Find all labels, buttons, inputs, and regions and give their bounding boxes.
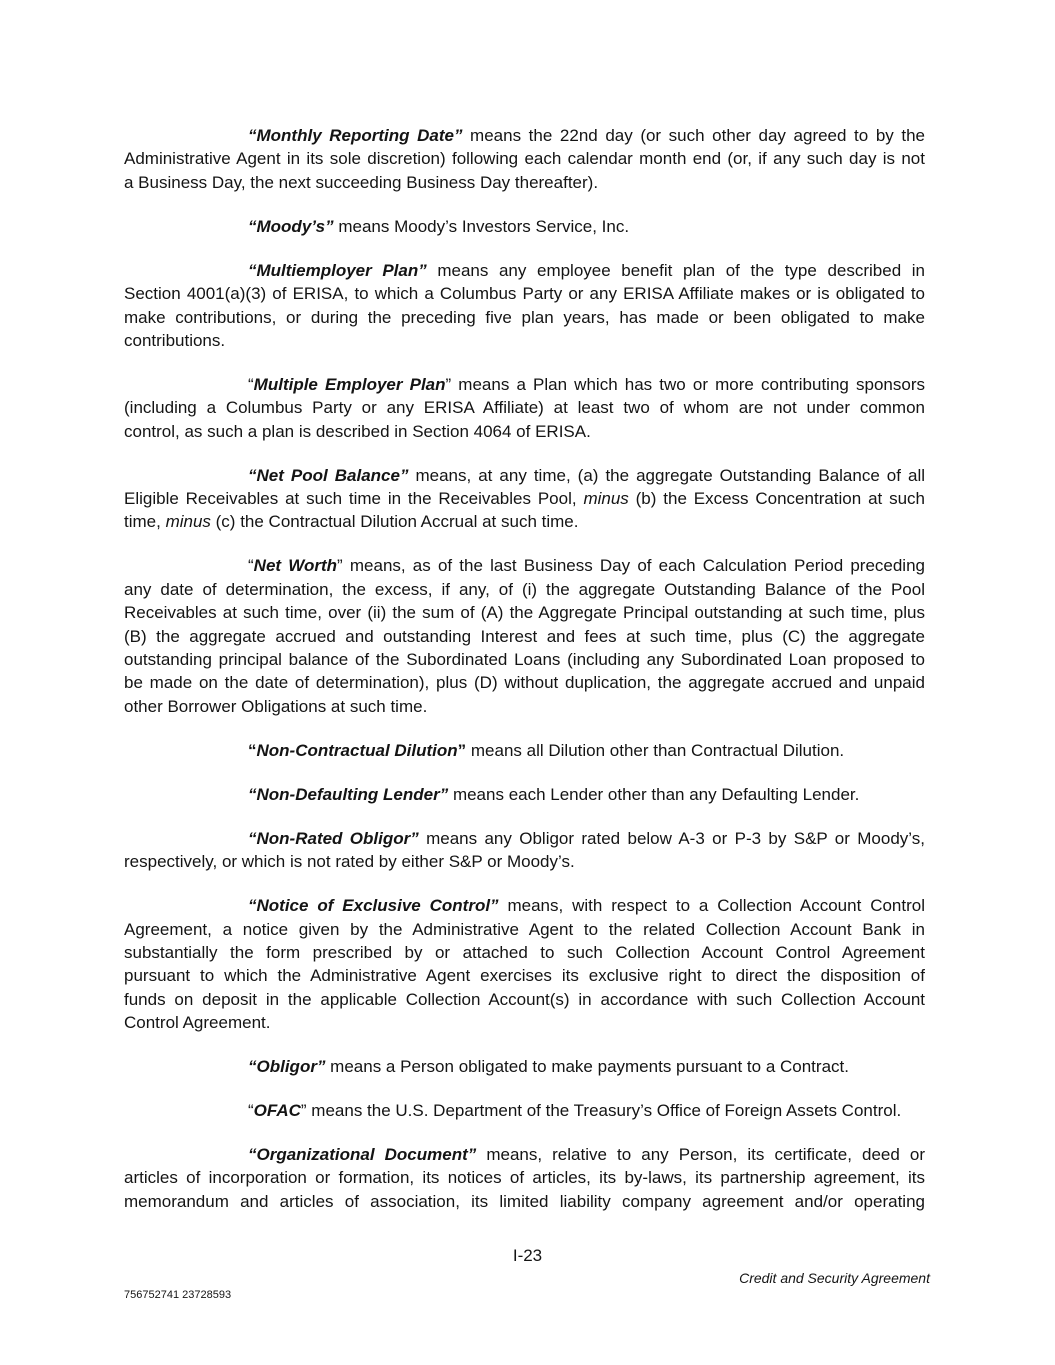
body-text: “ bbox=[248, 556, 254, 576]
definition-paragraph bbox=[124, 1099, 925, 1122]
text-line bbox=[124, 215, 925, 238]
text-line bbox=[124, 671, 925, 694]
body-text: ” means a Plan which has two or more contributing sponsors bbox=[445, 374, 925, 394]
body-text: (B) the aggregate accrued and outstanding Interest and fees at such time, plus (C) the aggregate bbox=[124, 626, 925, 646]
body-text: means each Lender other than any Defaulting Lender. bbox=[448, 784, 860, 804]
text-line bbox=[124, 306, 925, 329]
emphasis-text: minus bbox=[165, 512, 211, 532]
definition-paragraph bbox=[124, 827, 925, 874]
text-line bbox=[124, 1143, 925, 1166]
text-line bbox=[124, 894, 925, 917]
text-line bbox=[124, 601, 925, 624]
defined-term: “Non-Rated Obligor” bbox=[248, 828, 419, 848]
emphasis-text: minus bbox=[583, 489, 629, 509]
text-line bbox=[124, 1011, 925, 1034]
text-line bbox=[124, 648, 925, 671]
body-text: time, bbox=[124, 512, 166, 532]
body-text: means a Person obligated to make payments pursuant to a Contract. bbox=[325, 1057, 849, 1077]
text-line bbox=[124, 695, 925, 718]
body-text: means the 22nd day (or such other day agreed to by the bbox=[462, 126, 926, 145]
text-line bbox=[124, 1190, 925, 1213]
text-line bbox=[124, 147, 925, 170]
text-line bbox=[124, 1099, 925, 1122]
definition-paragraph bbox=[124, 464, 925, 534]
definition-paragraph bbox=[124, 783, 925, 806]
defined-term: Non-Contractual Dilution bbox=[256, 740, 458, 760]
body-text: means, relative to any Person, its certificate, deed or bbox=[476, 1145, 925, 1165]
definition-paragraph bbox=[124, 124, 925, 194]
text-line bbox=[124, 1166, 925, 1189]
body-text: outstanding principal balance of the Subordinated Loans (including any Subordinated Loan proposed to bbox=[124, 650, 925, 669]
text-line bbox=[124, 941, 925, 964]
body-text: Eligible Receivables at such time in the Receivables Pool, bbox=[124, 489, 584, 509]
body-text: means, at any time, (a) the aggregate Outstanding Balance of all bbox=[408, 465, 925, 485]
text-line bbox=[124, 373, 925, 396]
body-text: means any Obligor rated below A-3 or P-3 by S&P or Moody’s, bbox=[418, 828, 925, 848]
text-line bbox=[124, 329, 925, 352]
body-text: be made on the date of determination), plus (D) without duplication, the aggregate accrued and unpaid bbox=[124, 673, 925, 693]
body-text: means all Dilution other than Contractual Dilution. bbox=[466, 740, 845, 760]
body-text: “ bbox=[248, 1101, 254, 1121]
body-text: contributions. bbox=[124, 330, 226, 350]
definition-paragraph bbox=[124, 1055, 925, 1078]
definition-paragraph bbox=[124, 554, 925, 718]
body-text: other Borrower Obligations at such time. bbox=[124, 696, 428, 716]
body-text: make contributions, or during the preceding five plan years, has made or been obligated to make bbox=[124, 307, 925, 327]
term-quote: “ bbox=[248, 740, 257, 760]
body-text: funds on deposit in the applicable Collection Account(s) in accordance with such Collection Account bbox=[124, 989, 925, 1009]
body-text: (including a Columbus Party or any ERISA Affiliate) at least two of whom are not under common bbox=[124, 398, 925, 418]
definition-paragraph bbox=[124, 215, 925, 238]
text-line bbox=[124, 420, 925, 443]
text-line bbox=[124, 396, 925, 419]
body-text: articles of incorporation or formation, its notices of articles, its by-laws, its partnership agreement, its bbox=[124, 1168, 925, 1188]
body-text: pursuant to which the Administrative Agent exercises its exclusive right to direct the disposition of bbox=[124, 966, 925, 986]
text-line bbox=[124, 850, 925, 873]
definition-paragraph bbox=[124, 739, 925, 762]
text-line bbox=[124, 625, 925, 648]
page-number: I-23 bbox=[512, 1246, 543, 1265]
body-text: Administrative Agent in its sole discretion) following each calendar month end (or, if any such day is not bbox=[124, 149, 925, 169]
defined-term: “Non-Defaulting Lender” bbox=[248, 784, 449, 804]
defined-term: “Multiemployer Plan” bbox=[248, 260, 427, 280]
text-line bbox=[124, 259, 925, 282]
defined-term: “Organizational Document” bbox=[248, 1145, 477, 1165]
body-text: “ bbox=[248, 374, 254, 394]
text-line bbox=[124, 464, 925, 487]
body-text: control, as such a plan is described in Section 4064 of ERISA. bbox=[124, 421, 591, 441]
text-line bbox=[124, 739, 925, 762]
text-line bbox=[124, 510, 925, 533]
body-text: substantially the form prescribed by or attached to such Collection Account Control Agreement bbox=[124, 942, 925, 962]
body-text: Control Agreement. bbox=[124, 1013, 271, 1033]
body-text: (b) the Excess Concentration at such bbox=[628, 489, 925, 509]
body-text: means any employee benefit plan of the type described in bbox=[426, 260, 925, 280]
defined-term: “Net Pool Balance” bbox=[248, 465, 409, 485]
running-title: Credit and Security Agreement bbox=[739, 1270, 930, 1286]
text-line bbox=[124, 783, 925, 806]
document-id: 756752741 23728593 bbox=[124, 1289, 232, 1301]
term-quote: ” bbox=[457, 740, 467, 760]
text-line bbox=[124, 282, 925, 305]
body-text: Section 4001(a)(3) of ERISA, to which a Columbus Party or any ERISA Affiliate makes or is obligated to bbox=[124, 284, 925, 304]
definitions-body bbox=[124, 124, 925, 1234]
defined-term: Multiple Employer Plan bbox=[253, 374, 446, 394]
body-text: any date of determination, the excess, if any, of (i) the aggregate Outstanding Balance of the Pool bbox=[124, 579, 925, 599]
defined-term: “Moody’s” bbox=[248, 216, 334, 236]
definition-paragraph bbox=[124, 894, 925, 1034]
body-text: means Moody’s Investors Service, Inc. bbox=[333, 216, 630, 236]
defined-term: OFAC bbox=[253, 1101, 301, 1121]
text-line bbox=[124, 171, 925, 194]
text-line bbox=[124, 988, 925, 1011]
text-line bbox=[124, 918, 925, 941]
body-text: Receivables at such time, over (ii) the sum of (A) the Aggregate Principal outstanding at such time, plus bbox=[124, 603, 925, 623]
defined-term: “Obligor” bbox=[248, 1057, 326, 1077]
definition-paragraph bbox=[124, 373, 925, 443]
text-line bbox=[124, 487, 925, 510]
text-line bbox=[124, 827, 925, 850]
text-line bbox=[124, 578, 925, 601]
defined-term: “Monthly Reporting Date” bbox=[248, 126, 463, 145]
defined-term: “Notice of Exclusive Control” bbox=[248, 896, 499, 916]
definition-paragraph bbox=[124, 259, 925, 353]
body-text: memorandum and articles of association, its limited liability company agreement and/or operating bbox=[124, 1191, 925, 1211]
text-line bbox=[124, 124, 925, 147]
defined-term: Net Worth bbox=[253, 556, 338, 576]
definition-paragraph bbox=[124, 1143, 925, 1213]
text-line bbox=[124, 1055, 925, 1078]
text-line bbox=[124, 964, 925, 987]
body-text: means, with respect to a Collection Account Control bbox=[498, 896, 925, 916]
body-text: (c) the Contractual Dilution Accrual at such time. bbox=[210, 512, 579, 532]
body-text: respectively, or which is not rated by either S&P or Moody’s. bbox=[124, 852, 575, 872]
text-line bbox=[124, 554, 925, 577]
body-text: ” means, as of the last Business Day of each Calculation Period preceding bbox=[337, 556, 925, 576]
body-text: Agreement, a notice given by the Administrative Agent to the related Collection Account Bank in bbox=[124, 919, 925, 939]
body-text: a Business Day, the next succeeding Business Day thereafter). bbox=[124, 172, 599, 192]
body-text: ” means the U.S. Department of the Treasury’s Office of Foreign Assets Control. bbox=[300, 1101, 902, 1121]
